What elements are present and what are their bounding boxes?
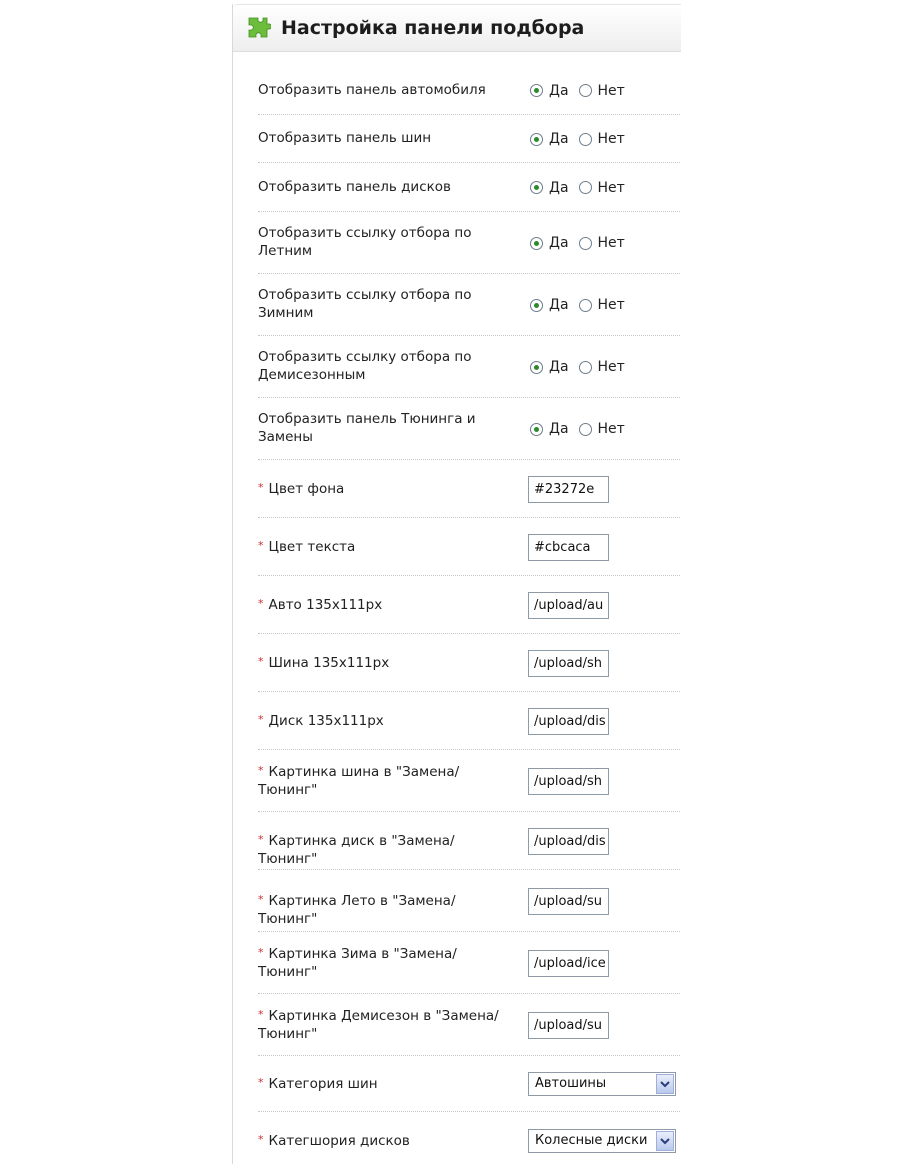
required-marker: *	[258, 833, 264, 846]
radio-no-label[interactable]: Нет	[597, 297, 625, 313]
radio-yes[interactable]	[530, 423, 543, 436]
field-label-text: Отобразить ссылку отбора по Демисезонным	[258, 349, 472, 383]
required-marker: *	[258, 946, 264, 959]
field-label	[258, 944, 508, 981]
required-marker: *	[258, 539, 264, 552]
panel-header	[233, 4, 681, 52]
yes-no-radio-group	[530, 131, 635, 147]
field-label	[258, 286, 508, 322]
text-setting-row	[258, 518, 680, 576]
radio-no-label[interactable]: Нет	[597, 421, 625, 437]
field-label	[258, 1006, 508, 1043]
field-label-text: Отобразить панель Тюнинга и Замены	[258, 411, 476, 445]
radio-no[interactable]	[579, 299, 592, 312]
radio-yes[interactable]	[530, 84, 543, 97]
required-marker: *	[258, 1133, 264, 1146]
radio-yes[interactable]	[530, 181, 543, 194]
yes-no-radio-group	[530, 421, 635, 437]
field-label-text: Отобразить ссылку отбора по Зимним	[258, 287, 472, 321]
field-label	[258, 537, 508, 556]
field-label	[258, 479, 508, 498]
radio-yes-label[interactable]: Да	[549, 421, 569, 437]
puzzle-icon	[245, 15, 271, 41]
radio-no[interactable]	[579, 133, 592, 146]
field-label-text: Картинка шина в "Замена/ Тюнинг"	[258, 764, 460, 798]
radio-yes-label[interactable]: Да	[549, 359, 569, 375]
select-setting-row	[258, 1056, 680, 1112]
field-label-text: Отобразить ссылку отбора по Летним	[258, 225, 472, 259]
text-setting-row	[258, 994, 680, 1056]
radio-no-label[interactable]: Нет	[597, 359, 625, 375]
required-marker: *	[258, 597, 264, 610]
setting-text-input[interactable]: #23272e	[528, 476, 609, 503]
radio-yes-label[interactable]: Да	[549, 235, 569, 251]
field-label	[258, 711, 508, 730]
radio-setting-row	[258, 274, 680, 336]
radio-yes[interactable]	[530, 133, 543, 146]
field-label	[258, 129, 508, 147]
required-marker: *	[258, 893, 264, 906]
field-label	[258, 1074, 508, 1093]
radio-no[interactable]	[579, 181, 592, 194]
yes-no-radio-group	[530, 83, 635, 99]
setting-text-input[interactable]: #cbcaca	[528, 534, 609, 561]
field-label	[258, 81, 508, 99]
field-label	[258, 224, 508, 260]
radio-yes-label[interactable]: Да	[549, 179, 569, 196]
setting-text-input[interactable]: /upload/sh	[528, 768, 609, 795]
field-label	[258, 891, 508, 928]
radio-yes[interactable]	[530, 299, 543, 312]
field-label-text: Отобразить панель автомобиля	[258, 81, 486, 98]
field-label	[258, 348, 508, 384]
radio-yes-label[interactable]: Да	[549, 297, 569, 313]
radio-yes[interactable]	[530, 237, 543, 250]
required-marker: *	[258, 481, 264, 494]
text-setting-row	[258, 692, 680, 750]
radio-no[interactable]	[579, 361, 592, 374]
radio-no-label[interactable]: Нет	[597, 235, 625, 251]
required-marker: *	[258, 1008, 264, 1021]
field-label	[258, 831, 508, 868]
radio-yes-label[interactable]: Да	[549, 131, 569, 147]
select-setting-row	[258, 1112, 680, 1170]
setting-text-input[interactable]: /upload/dis	[528, 708, 609, 735]
radio-setting-row	[258, 163, 680, 212]
field-label	[258, 410, 508, 446]
radio-setting-row	[258, 398, 680, 460]
setting-text-input[interactable]: /upload/sh	[528, 650, 609, 677]
select-value: Колесные диски	[535, 1133, 648, 1148]
field-label-text: Картинка Зима в "Замена/ Тюнинг"	[258, 946, 457, 980]
category-select[interactable]	[528, 1129, 676, 1153]
field-label-text: Шина 135x111px	[268, 655, 390, 671]
required-marker: *	[258, 764, 264, 777]
yes-no-radio-group	[530, 297, 635, 313]
required-marker: *	[258, 1076, 264, 1089]
field-label-text: Картинка Демисезон в "Замена/ Тюнинг"	[258, 1008, 499, 1042]
select-value: Автошины	[535, 1076, 607, 1091]
radio-setting-row	[258, 115, 680, 163]
chevron-down-icon[interactable]	[656, 1074, 674, 1094]
setting-text-input[interactable]: /upload/su	[528, 888, 609, 915]
text-setting-row	[258, 932, 680, 994]
field-label	[258, 653, 508, 672]
field-label	[258, 762, 508, 799]
radio-setting-row	[258, 66, 680, 115]
yes-no-radio-group	[530, 235, 635, 251]
field-label-text: Цвет текста	[268, 539, 356, 555]
radio-setting-row	[258, 336, 680, 398]
radio-no-label[interactable]: Нет	[597, 179, 625, 196]
text-setting-row	[258, 460, 680, 518]
setting-text-input[interactable]: /upload/su	[528, 1012, 609, 1039]
required-marker: *	[258, 713, 264, 726]
setting-text-input[interactable]: /upload/dis	[528, 828, 609, 855]
radio-no-label[interactable]: Нет	[597, 82, 625, 99]
radio-no[interactable]	[579, 237, 592, 250]
radio-yes-label[interactable]: Да	[549, 82, 569, 99]
field-label-text: Отобразить панель дисков	[258, 178, 451, 195]
yes-no-radio-group	[530, 359, 635, 375]
text-setting-row	[258, 576, 680, 634]
field-label-text: Категшория дисков	[268, 1133, 410, 1149]
radio-yes[interactable]	[530, 361, 543, 374]
field-label-text: Отобразить панель шин	[258, 130, 432, 146]
chevron-down-icon[interactable]	[656, 1131, 674, 1151]
field-label	[258, 178, 508, 196]
field-label-text: Картинка диск в "Замена/Тюнинг"	[258, 833, 455, 867]
radio-no-label[interactable]: Нет	[597, 131, 625, 147]
field-label-text: Категория шин	[268, 1076, 378, 1092]
field-label-text: Цвет фона	[268, 481, 345, 497]
yes-no-radio-group	[530, 180, 635, 196]
field-label-text: Картинка Лето в "Замена/Тюнинг"	[258, 893, 456, 927]
page-title: Настройка панели подбора	[281, 17, 585, 39]
setting-text-input[interactable]: /upload/au	[528, 592, 609, 619]
field-label-text: Авто 135x111px	[268, 597, 383, 613]
category-select[interactable]	[528, 1072, 676, 1096]
field-label	[258, 1131, 508, 1150]
required-marker: *	[258, 655, 264, 668]
text-setting-row	[258, 870, 680, 932]
text-setting-row	[258, 812, 680, 870]
settings-panel	[232, 4, 681, 1164]
setting-text-input[interactable]: /upload/ice	[528, 950, 609, 977]
field-label-text: Диск 135x111px	[268, 713, 384, 729]
text-setting-row	[258, 750, 680, 812]
field-label	[258, 595, 508, 614]
radio-no[interactable]	[579, 84, 592, 97]
text-setting-row	[258, 634, 680, 692]
radio-no[interactable]	[579, 423, 592, 436]
radio-setting-row	[258, 212, 680, 274]
